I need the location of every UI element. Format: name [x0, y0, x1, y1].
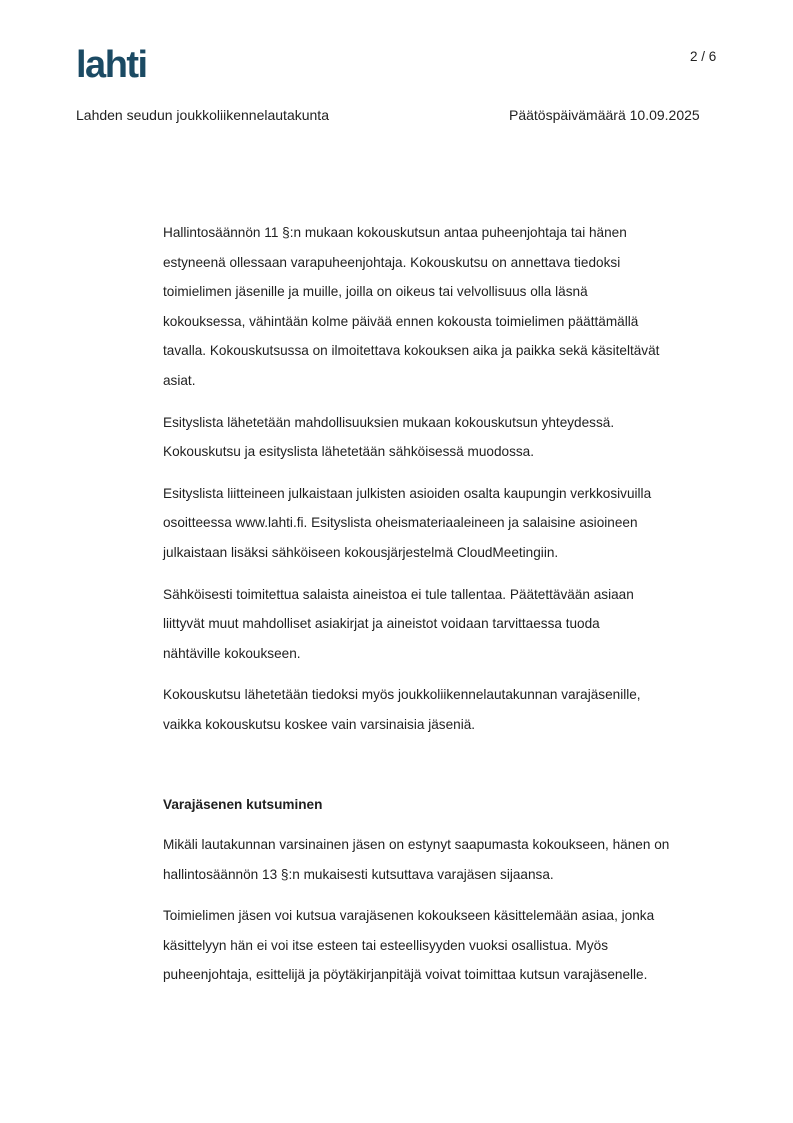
text-line: Toimielimen jäsen voi kutsua varajäsenen kokoukseen käsittelemään asiaa, jonka: [163, 908, 655, 924]
text-line: vaikka kokouskutsu koskee vain varsinaisia jäseniä.: [163, 716, 476, 732]
text-line: asiat.: [163, 372, 196, 388]
text-line: nähtäville kokoukseen.: [163, 645, 301, 661]
paragraph: [163, 830, 719, 889]
text-line: estyneenä ollessaan varapuheenjohtaja. Kokouskutsu on annettava tiedoksi: [163, 254, 621, 270]
paragraph: [163, 580, 719, 669]
text-line: kokouksessa, vähintään kolme päivää ennen kokousta toimielimen päättämällä: [163, 313, 639, 329]
page-number: 2 / 6: [690, 49, 717, 64]
text-line: Esityslista lähetetään mahdollisuuksien mukaan kokouskutsun yhteydessä.: [163, 414, 615, 430]
paragraph: [163, 901, 719, 990]
text-line: Hallintosäännön 11 §:n mukaan kokouskutsun antaa puheenjohtaja tai hänen: [163, 225, 627, 240]
logo-wordmark: lahti: [76, 46, 147, 82]
text-line: käsittelyyn hän ei voi itse esteen tai esteellisyyden vuoksi osallistua. Myös: [163, 937, 609, 953]
text-line: Kokouskutsu lähetetään tiedoksi myös joukkoliikennelautakunnan varajäsenille,: [163, 687, 641, 703]
text-line: Mikäli lautakunnan varsinainen jäsen on estynyt saapumasta kokoukseen, hänen on: [163, 837, 670, 853]
paragraph: [163, 680, 719, 739]
text-line: puheenjohtaja, esittelijä ja pöytäkirjanpitäjä voivat toimittaa kutsun varajäsenelle.: [163, 967, 648, 983]
document-body: [163, 218, 719, 1002]
paragraph: [163, 479, 719, 568]
text-line: Sähköisesti toimitettua salaista aineistoa ei tule tallentaa. Päätettävään asiaan: [163, 586, 634, 602]
text-line: liittyvät muut mahdolliset asiakirjat ja aineistot voidaan tarvittaessa tuoda: [163, 616, 600, 632]
organization-name: Lahden seudun joukkoliikennelautakunta: [76, 107, 329, 123]
text-line: Kokouskutsu ja esityslista lähetetään sähköisessä muodossa.: [163, 444, 535, 460]
text-line: julkaistaan lisäksi sähköiseen kokousjärjestelmä CloudMeetingiin.: [163, 544, 559, 560]
text-line: hallintosäännön 13 §:n mukaisesti kutsuttava varajäsen sijaansa.: [163, 866, 554, 882]
decision-date: Päätöspäivämäärä 10.09.2025: [509, 107, 700, 123]
text-line: Esityslista liitteineen julkaistaan julkisten asioiden osalta kaupungin verkkosivuilla: [163, 485, 652, 501]
text-line: toimielimen jäsenille ja muille, joilla on oikeus tai velvollisuus olla läsnä: [163, 284, 588, 300]
paragraph: [163, 218, 719, 396]
paragraph: [163, 408, 719, 467]
text-line: tavalla. Kokouskutsussa on ilmoitettava kokouksen aika ja paikka sekä käsiteltävät: [163, 343, 660, 359]
text-line: osoitteessa www.lahti.fi. Esityslista oheismateriaaleineen ja salaisine asioineen: [163, 515, 638, 531]
section-heading: Varajäsenen kutsuminen: [163, 796, 323, 812]
lahti-logo: [76, 46, 168, 82]
